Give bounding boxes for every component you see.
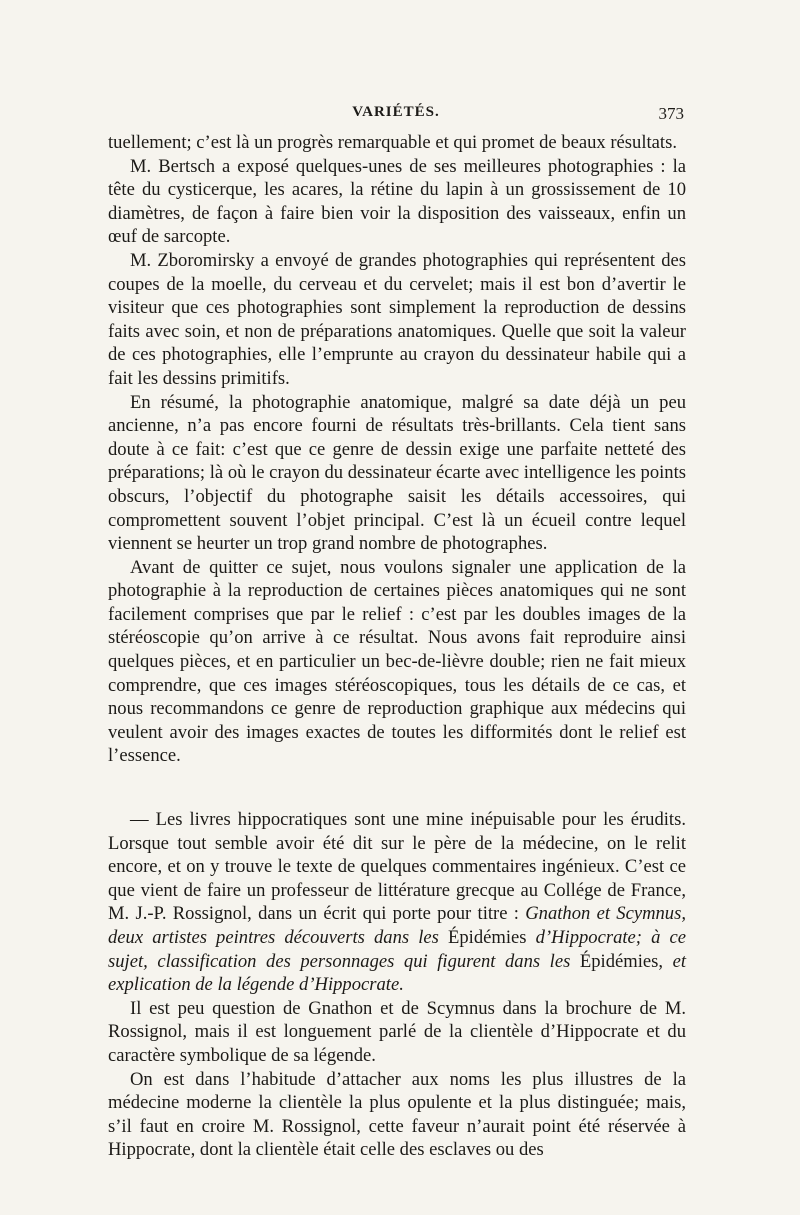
book-title-part-2: d’Hippocrate; à ce sujet, classification des personnages qui figurent dans les [108, 927, 686, 972]
book-title-epidemies-1: Épidémies [448, 927, 527, 948]
section-gap [108, 768, 686, 808]
book-title-part-1: Gnathon et Scymnus, deux artistes peintres découverts dans les [108, 903, 686, 948]
paragraph-continuation: tuellement; c’est là un progrès remarquable et qui promet de beaux résultats. [108, 132, 677, 153]
paragraph-resume: En résumé, la photographie anatomique, malgré sa date déjà un peu ancienne, n’a pas encore fourni de résultats très-brillants. Cela tient sans doute à ce fait: c’est que ce genre de dessin exige une parfaite netteté des préparations; là où le crayon du dessinateur écarte avec intelligence les points obscurs, l’objectif du photographe saisit les détails accessoires, qui compromettent souvent l’objet principal. C’est là un écueil contre lequel viennent se heurter un trop grand nombre de photographes. [108, 391, 686, 555]
paragraph-gnathon: Il est peu question de Gnathon et de Scymnus dans la brochure de M. Rossignol, mais il est longuement parlé de la clientèle d’Hippocrate et du caractère symbolique de sa légende. [108, 997, 686, 1066]
paragraph-clientele: On est dans l’habitude d’attacher aux noms les plus illustres de la médecine moderne la clientèle la plus opulente et la plus distinguée; mais, s’il faut en croire M. Rossignol, cette faveur n’aurait point été réservée à Hippocrate, dont la clientèle était celle des esclaves ou des [108, 1068, 686, 1161]
running-title: VARIÉTÉS. [352, 104, 440, 120]
paragraph-stereoscopie: Avant de quitter ce sujet, nous voulons signaler une application de la photographie à la reproduction de certaines pièces anatomiques qui ne sont facilement comprises que par le relief : c’est par les doubles images de la stéréoscopie qu’on arrive à ce résultat. Nous avons fait reproduire ainsi quelques pièces, et en particulier un bec-de-lièvre double; rien ne fait mieux comprendre, que ces images stéréoscopiques, tous les détails de ce cas, et nous recommandons ce genre de reproduction graphique aux médecins qui veulent avoir des images exactes de toutes les difformités dont le relief est l’essence. [108, 556, 686, 767]
page-number: 373 [658, 104, 684, 123]
running-head [108, 104, 684, 128]
book-title-part-3: et explication de la légende d’Hippocrate. [108, 950, 686, 996]
paragraph-hippocratic-books [108, 808, 686, 997]
body-text [108, 131, 686, 1162]
book-title-epidemies-2: Épidémies, [579, 950, 664, 972]
paragraph-zboromirsky: M. Zboromirsky a envoyé de grandes photographies qui représentent des coupes de la moelle, du cerveau et du cervelet; mais il est bon d’avertir le visiteur que ces photographies sont simplement la reproduction de dessins faits avec soin, et non de préparations anatomiques. Quelle que soit la valeur de ces photographies, elle l’emprunte au crayon du dessinateur habile qui a fait les dessins primitifs. [108, 249, 686, 389]
paragraph-bertsch: M. Bertsch a exposé quelques-unes de ses meilleures photographies : la tête du cysticerque, les acares, la rétine du lapin à un grossissement de 10 diamètres, de façon à faire bien voir la disposition des vaisseaux, enfin un œuf de sarcopte. [108, 155, 686, 248]
hippocratic-intro: — Les livres hippocratiques sont une mine inépuisable pour les érudits. Lorsque tout semble avoir été dit sur le père de la médecine, on le relit encore, et on y trouve le texte de quelques commentaires ingénieux. C’est ce que vient de faire un professeur de littérature grecque au Collége de France, M. J.-P. Rossignol, dans un écrit qui porte pour titre : [108, 809, 686, 925]
